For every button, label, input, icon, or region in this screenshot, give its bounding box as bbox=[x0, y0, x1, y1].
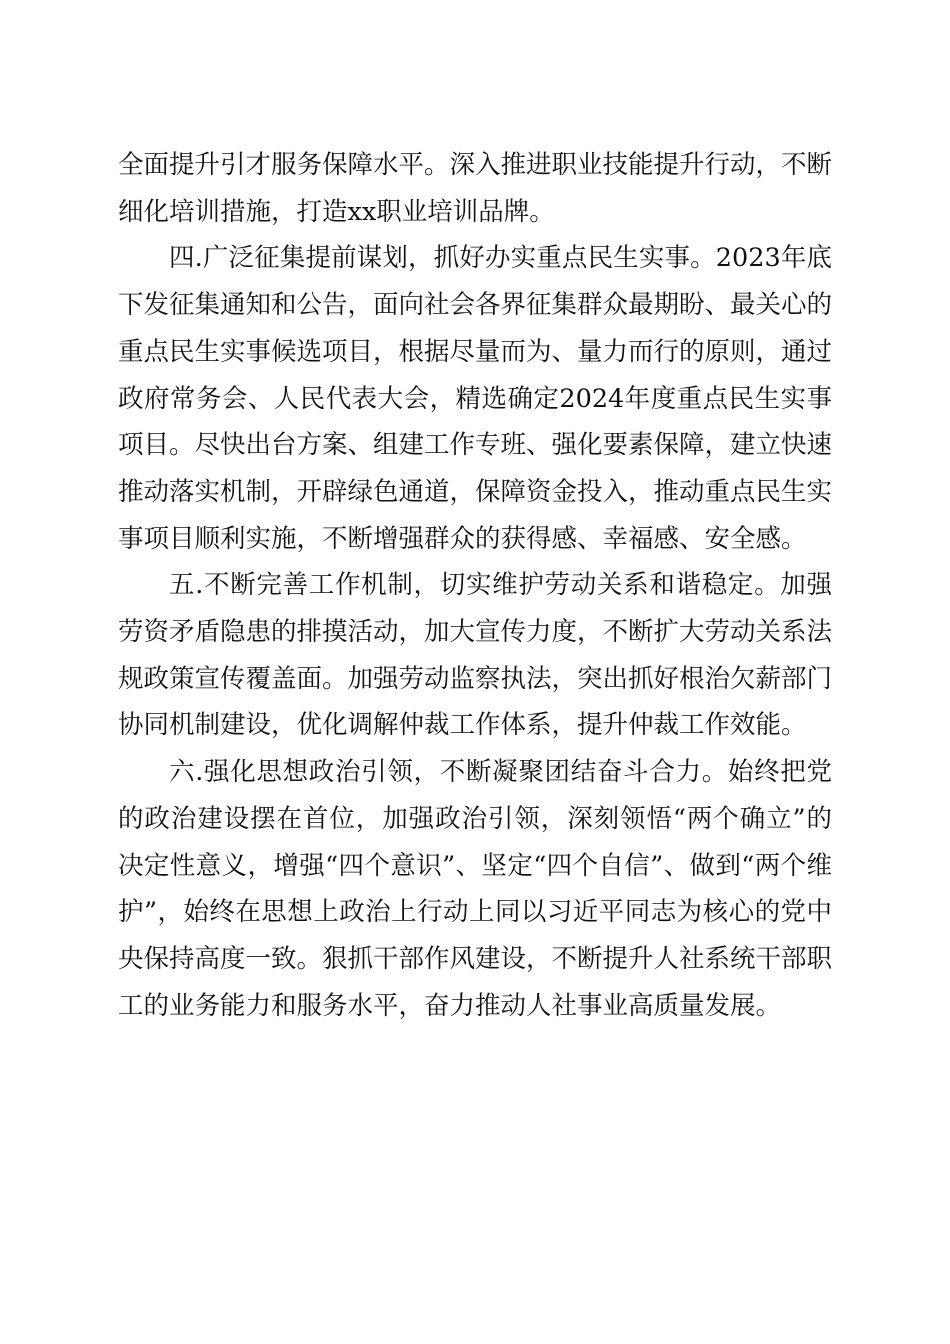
paragraph-continued: 全面提升引才服务保障水平。深入推进职业技能提升行动，不断细化培训措施，打造xx职业培训品牌。 bbox=[118, 150, 833, 227]
paragraph-section-four: 四.广泛征集提前谋划，抓好办实重点民生实事。2023年底下发征集通知和公告，面向社会各界征集群众最期盼、最关心的重点民生实事候选项目，根据尽量而为、量力而行的原则，通过政府常务会、人民代表大会，精选确定2024年度重点民生实事项目。尽快出台方案、组建工作专班、强化要素保障，建立快速推动落实机制，开辟绿色通道，保障资金投入，推动重点民生实事项目顺利实施，不断增强群众的获得感、幸福感、安全感。 bbox=[118, 243, 833, 554]
paragraph-section-five: 五.不断完善工作机制，切实维护劳动关系和谐稳定。加强劳资矛盾隐患的排摸活动，加大宣传力度，不断扩大劳动关系法规政策宣传覆盖面。加强劳动监察执法，突出抓好根治欠薪部门协同机制建设，优化调解仲裁工作体系，提升仲裁工作效能。 bbox=[118, 570, 833, 741]
document-page bbox=[118, 142, 832, 1029]
paragraph-section-six: 六.强化思想政治引领，不断凝聚团结奋斗合力。始终把党的政治建设摆在首位，加强政治引领，深刻领悟“两个确立”的决定性意义，增强“四个意识”、坚定“四个自信”、做到“两个维护”，始终在思想上政治上行动上同以习近平同志为核心的党中央保持高度一致。狠抓干部作风建设，不断提升人社系统干部职工的业务能力和服务水平，奋力推动人社事业高质量发展。 bbox=[118, 757, 833, 1021]
